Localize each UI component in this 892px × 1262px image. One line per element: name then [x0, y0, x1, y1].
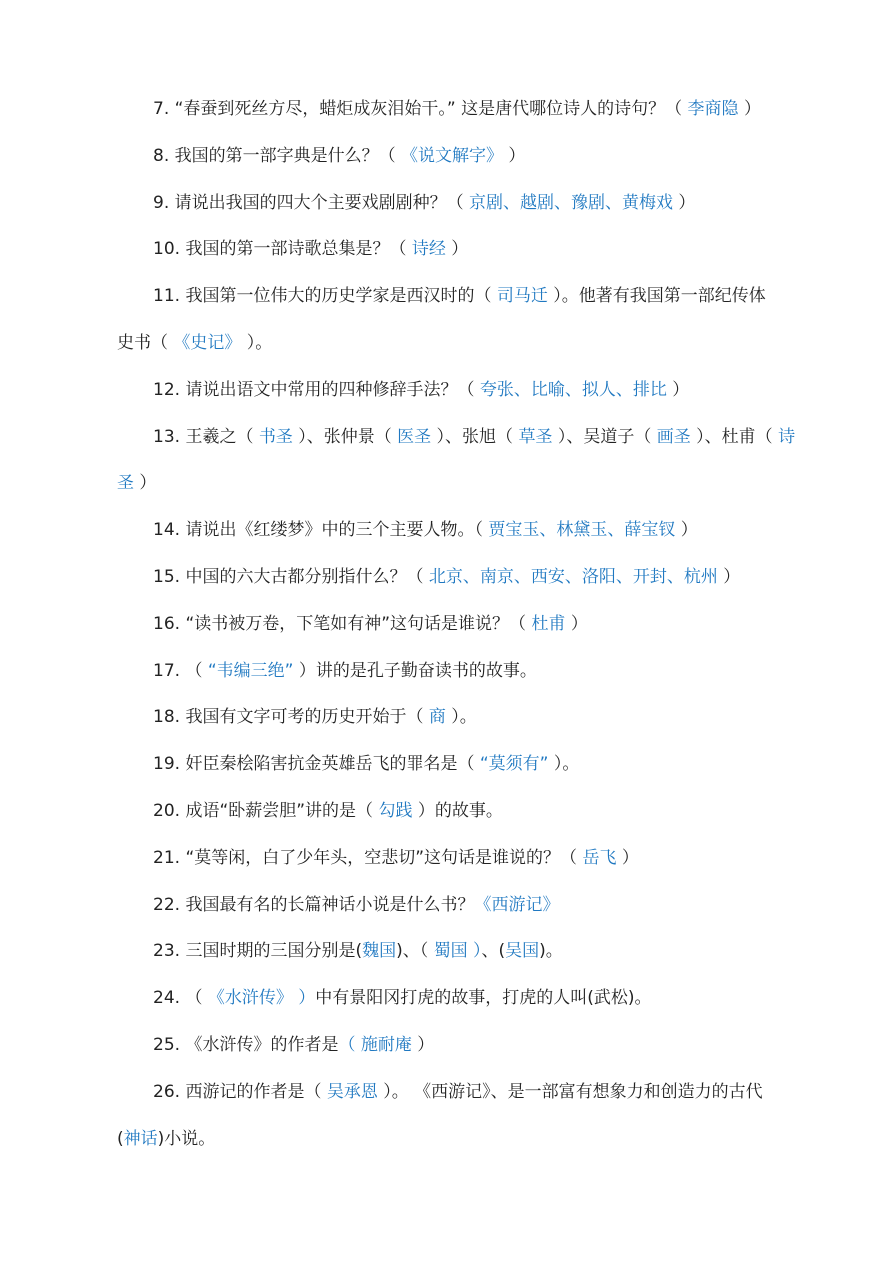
question-text: ）。他著有我国第一部纪传体: [547, 286, 766, 307]
answer-text: “莫须有”: [479, 754, 549, 775]
answer-text: 草圣: [518, 426, 553, 447]
question-text: ）、杜甫（: [690, 426, 779, 447]
text-line: [117, 1022, 813, 1069]
question-text: 24. （: [153, 988, 208, 1009]
question-text: 11. 我国第一位伟大的历史学家是西汉时的（: [153, 286, 497, 307]
question-text: 8. 我国的第一部字典是什么？（: [153, 145, 402, 166]
question-text: ）: [675, 520, 698, 541]
question-text: 17. （: [153, 660, 208, 681]
text-line: [117, 226, 813, 273]
question-list: [117, 86, 813, 1162]
text-line: [117, 741, 813, 788]
text-line: [117, 554, 813, 601]
question-text: ）的故事。: [412, 800, 503, 821]
question-text: 9. 请说出我国的四大个主要戏剧剧种？（: [153, 192, 470, 213]
question-text: 23. 三国时期的三国分别是(: [153, 941, 363, 962]
text-line: [117, 180, 813, 227]
answer-text: 吴承恩: [326, 1081, 378, 1102]
question-text: 7. “春蚕到死丝方尽，蜡炬成灰泪始干。” 这是唐代哪位诗人的诗句？（: [153, 99, 688, 119]
question-text: )小说。: [157, 1128, 216, 1149]
text-line: [117, 367, 813, 414]
text-line: [117, 460, 813, 507]
question-text: 12. 请说出语文中常用的四种修辞手法？（: [153, 379, 480, 400]
answer-text: 医圣: [397, 426, 432, 447]
answer-text: 画圣: [656, 426, 691, 447]
question-text: ）: [565, 613, 588, 634]
question-text: 25. 《水浒传》的作者是: [153, 1034, 339, 1055]
question-text: 26. 西游记的作者是（: [153, 1081, 327, 1102]
text-line: [117, 86, 813, 133]
question-text: )、（: [396, 941, 434, 962]
answer-text: 《说文解字》: [401, 145, 504, 166]
question-text: ）: [417, 1034, 435, 1055]
answer-text: 岳飞: [582, 847, 617, 868]
question-text: 19. 奸臣秦桧陷害抗金英雄岳飞的罪名是（: [153, 754, 480, 775]
question-text: 、(: [481, 941, 506, 962]
text-line: [117, 601, 813, 648]
text-line: [117, 1069, 813, 1116]
answer-text: 勾践: [378, 800, 413, 821]
question-text: ）、吴道子（: [552, 426, 657, 447]
text-line: [117, 507, 813, 554]
answer-text: “韦编三绝”: [207, 660, 294, 681]
question-text: ）: [134, 473, 157, 494]
question-text: ）、张仲景（: [292, 426, 398, 447]
question-text: 中有景阳冈打虎的故事，打虎的人叫(武松)。: [315, 988, 652, 1009]
question-text: 21. “莫等闲，白了少年头，空悲切”这句话是谁说的？（: [153, 847, 583, 868]
question-text: ）。: [445, 707, 477, 728]
text-line: [117, 1116, 813, 1163]
question-text: 15. 中国的六大古都分别指什么？（: [153, 566, 429, 587]
text-line: [117, 975, 813, 1022]
answer-text: 司马迁: [496, 286, 548, 307]
text-line: [117, 414, 813, 461]
question-text: ）: [673, 192, 696, 213]
question-text: ）。 《西游记》、是一部富有想象力和创造力的古代: [377, 1081, 763, 1102]
answer-text: 李商隐: [687, 99, 739, 119]
text-line: [117, 835, 813, 882]
answer-text: 《水浒传》 ）: [207, 988, 316, 1009]
answer-text: 夸张、比喻、拟人、排比: [479, 379, 667, 400]
question-text: (: [117, 1128, 124, 1149]
text-line: [117, 273, 813, 320]
text-line: [117, 694, 813, 741]
answer-text: 北京、南京、西安、洛阳、开封、杭州: [428, 566, 718, 587]
question-text: 14. 请说出《红缕梦》中的三个主要人物。（: [153, 520, 489, 541]
question-text: 13. 王羲之（: [153, 426, 259, 447]
question-text: ）: [445, 239, 469, 260]
text-line: [117, 882, 813, 929]
question-text: 16. “读书被万卷，下笔如有神”这句话是谁说？（: [153, 613, 532, 634]
answer-text: 神话: [123, 1128, 158, 1149]
answer-text: 贾宝玉、林黛玉、薛宝钗: [488, 520, 676, 541]
text-line: [117, 320, 813, 367]
question-text: ）: [666, 379, 690, 400]
question-text: ）、张旭（: [431, 426, 519, 447]
question-text: ）: [503, 145, 526, 166]
text-line: [117, 648, 813, 695]
question-text: )。: [539, 941, 563, 962]
answer-text: 诗: [778, 426, 796, 447]
answer-text: 《西游记》: [474, 894, 560, 915]
answer-text: 魏国: [362, 941, 397, 962]
answer-text: 书圣: [258, 426, 293, 447]
text-line: [117, 928, 813, 975]
answer-text: 商: [428, 707, 446, 728]
answer-text: 蜀国 ）: [433, 941, 482, 962]
question-text: ）: [738, 99, 761, 119]
question-text: ）讲的是孔子勤奋读书的故事。: [293, 660, 537, 681]
answer-text: 圣: [117, 473, 134, 494]
answer-text: 诗经: [411, 239, 446, 260]
question-text: 18. 我国有文字可考的历史开始于（: [153, 707, 429, 728]
answer-text: （ 施耐庵: [338, 1034, 418, 1055]
question-text: ）。: [241, 332, 273, 353]
question-text: 22. 我国最有名的长篇神话小说是什么书？: [153, 894, 475, 915]
answer-text: 《史记》: [173, 332, 242, 353]
text-line: [117, 133, 813, 180]
answer-text: 杜甫: [531, 613, 566, 634]
question-text: ）: [616, 847, 639, 868]
question-text: 20. 成语“卧薪尝胆”讲的是（: [153, 800, 379, 821]
answer-text: 吴国: [505, 941, 540, 962]
question-text: 10. 我国的第一部诗歌总集是？（: [153, 239, 412, 260]
question-text: 史书（: [117, 332, 174, 353]
text-line: [117, 788, 813, 835]
question-text: ）: [717, 566, 741, 587]
answer-text: 京剧、越剧、豫剧、黄梅戏: [469, 192, 674, 213]
question-text: ）。: [548, 754, 580, 775]
